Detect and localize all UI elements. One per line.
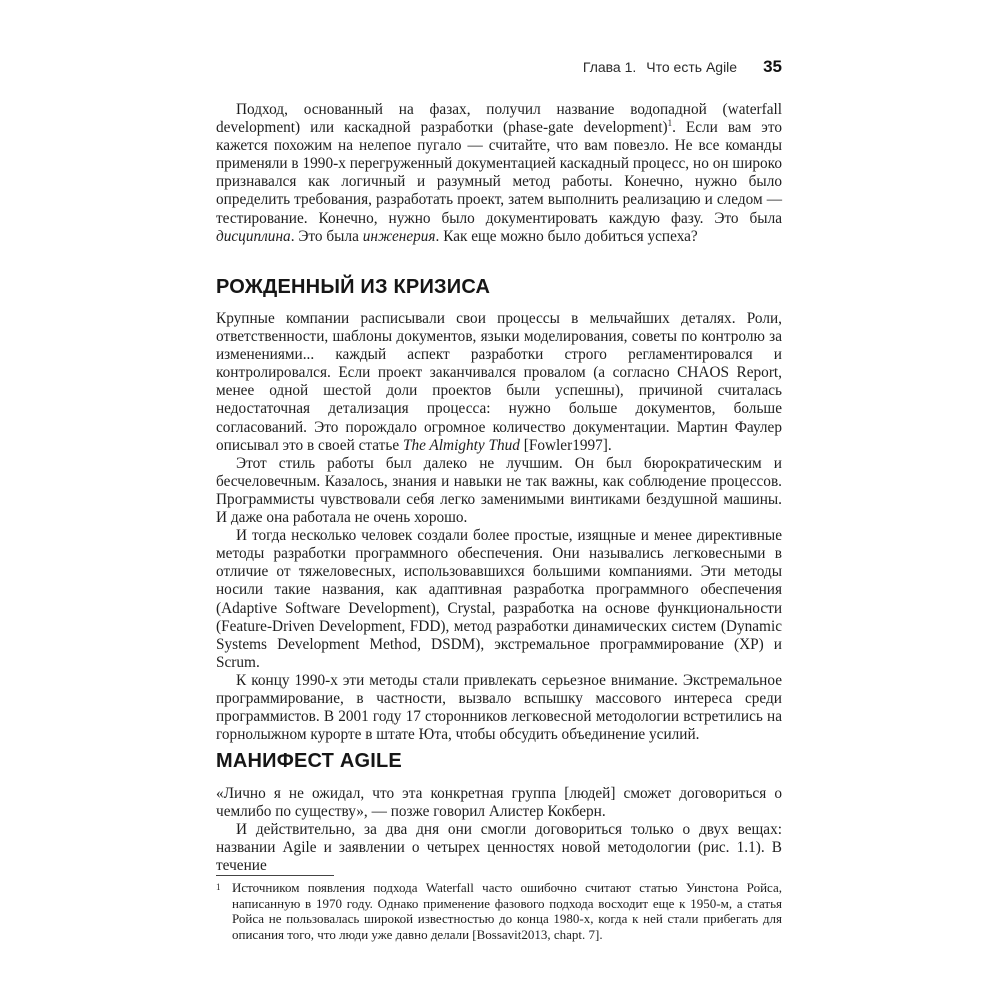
section-heading-crisis: РОЖДЕННЫЙ ИЗ КРИЗИСА <box>216 276 491 298</box>
emphasis-discipline: дисциплина <box>216 227 291 245</box>
chapter-label: Глава 1. <box>582 59 637 75</box>
manifesto-paragraph-2: И действительно, за два дня они смогли договориться только о двух вещах: названии Agile и заявлении о четырех ценностях новой методологии (рис. 1.1). В течение <box>216 821 782 875</box>
intro-paragraph: Подход, основанный на фазах, получил название водопадной (waterfall development) или каскадной разработки (phase-gate development)$^1$. Если вам это кажется похожим на нелепое пугало — считайте, что вам повезло. Не все команды применяли в 1990-х перегруженный документацией каскадный процесс, но он широко признавался как логичный и разумный метод работы. Конечно, нужно было определить требования, разработать проект, затем выполнить реализацию и следом — тестирование. Конечно, нужно было документировать каждую фазу. Это была дисциплина. Это была инженерия. Как еще можно было добиться успеха? <box>216 101 782 245</box>
intro-block <box>216 101 782 246</box>
section-manifesto-body <box>216 785 782 875</box>
footnote-mark: 1 <box>216 882 221 892</box>
section-heading-manifesto: МАНИФЕСТ AGILE <box>216 750 402 772</box>
footnote-ref: 1 <box>667 118 673 129</box>
footnote <box>216 880 782 942</box>
running-header <box>560 57 782 77</box>
footnote-text: Источником появления подхода Waterfall часто ошибочно считают статью Уинстона Ройса, написанную в 1970 году. Однако применение фазового подхода восходит еще к 1950-м, а статья Ройса не пользовалась широкой известностью до конца 1980-х, когда к ней стали прибегать для описания того, что люди уже давно делали [Bossavit2013, chapt. 7]. <box>232 880 782 942</box>
manifesto-paragraph-1: «Лично я не ожидал, что эта конкретная группа [людей] сможет договориться о чемлибо по существу», — позже говорил Алистер Кокберн. <box>216 785 782 821</box>
article-title: The Almighty Thud <box>402 436 520 454</box>
crisis-paragraph-1: Крупные компании расписывали свои процессы в мельчайших деталях. Роли, ответственности, шаблоны документов, языки моделирования, советы по контролю за изменениями... каждый аспект разработки строго регламентировался и контролировался. Если проект заканчивался провалом (а согласно CHAOS Report, менее одной шестой доли проектов были успешны), причиной считалась недостаточная детализация процесса: нужно больше документов, больше согласований. Это порождало огромное количество документации. Мартин Фаулер описывал это в своей статье The Almighty Thud [Fowler1997]. <box>216 310 782 454</box>
footnote-divider <box>216 875 334 876</box>
crisis-paragraph-3: И тогда несколько человек создали более простые, изящные и менее директивные методы разработки программного обеспечения. Они назывались легковесными в отличие от тяжеловесных, использовавшихся большими компаниями. Эти методы носили такие названия, как адаптивная разработка программного обеспечения (Adaptive Software Development), Crystal, разработка на основе функциональности (Feature-Driven Development, FDD), метод разработки динамических систем (Dynamic Systems Development Method, DSDM), экстремальное программирование (XP) и Scrum. <box>216 527 782 671</box>
crisis-paragraph-4: К концу 1990-х эти методы стали привлекать серьезное внимание. Экстремальное программирование, в частности, вызвало вспышку массового интереса среди программистов. В 2001 году 17 сторонников легковесной методологии встретились на горнолыжном курорте в штате Юта, чтобы обсудить объединение усилий. <box>216 671 782 744</box>
section-crisis-body <box>216 310 782 744</box>
chapter-title: Что есть Agile <box>646 59 738 75</box>
emphasis-engineering: инженерия <box>362 227 436 245</box>
page-number: 35 <box>763 57 782 76</box>
crisis-paragraph-2: Этот стиль работы был далеко не лучшим. Он был бюрократическим и бесчеловечным. Казалось, знания и навыки не так важны, как соблюдение процессов. Программисты чувствовали себя легко заменимыми винтиками бездушной машины. И даже она работала не очень хорошо. <box>216 454 782 527</box>
